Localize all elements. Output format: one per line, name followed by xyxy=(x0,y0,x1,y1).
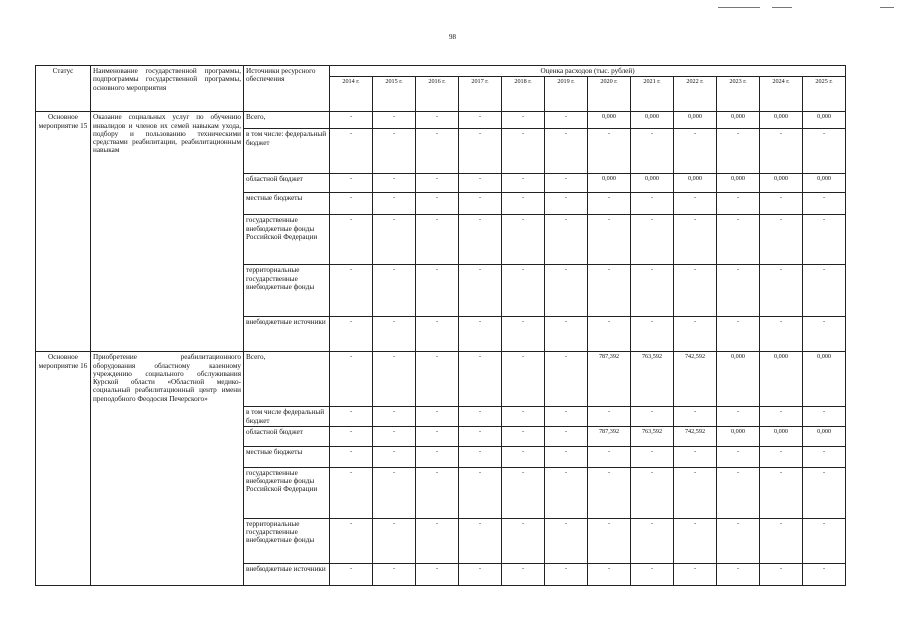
expense-value: - xyxy=(545,129,588,174)
header-year: 2025 г. xyxy=(803,77,846,112)
expense-value: - xyxy=(631,518,674,563)
header-year: 2023 г. xyxy=(717,77,760,112)
expense-value: - xyxy=(545,112,588,129)
table-body xyxy=(36,112,846,586)
expense-value: - xyxy=(717,129,760,174)
expense-value: - xyxy=(803,265,846,317)
expense-value: 742,592 xyxy=(674,426,717,446)
expense-value: - xyxy=(330,352,373,407)
expense-value: - xyxy=(330,563,373,585)
funding-source: государственные внебюджетные фонды Российской Федерации xyxy=(244,215,330,265)
expense-value: - xyxy=(502,446,545,467)
expense-value: - xyxy=(588,193,631,215)
expense-value: - xyxy=(416,352,459,407)
expense-value: 0,000 xyxy=(760,426,803,446)
expense-value: - xyxy=(545,467,588,518)
expense-value: - xyxy=(459,467,502,518)
expense-value: - xyxy=(631,446,674,467)
expense-value: 0,000 xyxy=(674,174,717,193)
expense-value: - xyxy=(717,193,760,215)
expense-value: - xyxy=(459,407,502,427)
expense-value: - xyxy=(416,518,459,563)
expense-value: - xyxy=(803,407,846,427)
funding-source: областной бюджет xyxy=(244,174,330,193)
expense-value: - xyxy=(545,518,588,563)
expense-value: - xyxy=(803,518,846,563)
expense-value: - xyxy=(459,265,502,317)
expense-value: - xyxy=(803,193,846,215)
expense-value: - xyxy=(674,129,717,174)
header-name: Наименование государственной программы, подпрограммы государственной программы, основного мероприятия xyxy=(91,66,244,112)
header-year: 2021 г. xyxy=(631,77,674,112)
expense-value: - xyxy=(373,467,416,518)
expense-value: - xyxy=(631,407,674,427)
expense-value: 0,000 xyxy=(803,174,846,193)
expense-value: 0,000 xyxy=(588,112,631,129)
funding-source: областной бюджет xyxy=(244,426,330,446)
header-source: Источники ресурсного обеспечения xyxy=(244,66,330,112)
expense-value: - xyxy=(674,265,717,317)
expense-value: 0,000 xyxy=(760,174,803,193)
expense-value: - xyxy=(631,265,674,317)
expense-value: - xyxy=(502,518,545,563)
expense-value: - xyxy=(459,426,502,446)
expense-value: - xyxy=(459,317,502,352)
expense-value: - xyxy=(416,193,459,215)
expense-value: - xyxy=(588,215,631,265)
expense-value: - xyxy=(373,352,416,407)
expense-value: 0,000 xyxy=(717,174,760,193)
expense-value: - xyxy=(588,467,631,518)
scan-artifact-line xyxy=(772,7,792,8)
expense-value: - xyxy=(760,129,803,174)
expense-value: - xyxy=(674,518,717,563)
expense-value: - xyxy=(545,317,588,352)
expense-value: - xyxy=(373,265,416,317)
expense-value: 0,000 xyxy=(803,112,846,129)
expense-value: - xyxy=(674,407,717,427)
table-row xyxy=(36,112,846,129)
header-year: 2015 г. xyxy=(373,77,416,112)
expense-value: - xyxy=(330,265,373,317)
funding-source: Всего, xyxy=(244,112,330,129)
expense-value: - xyxy=(373,317,416,352)
expense-value: - xyxy=(631,467,674,518)
expense-value: - xyxy=(502,193,545,215)
expense-value: - xyxy=(545,446,588,467)
expense-value: 0,000 xyxy=(717,426,760,446)
table-header xyxy=(36,66,846,112)
expense-value: - xyxy=(545,352,588,407)
funding-source: Всего, xyxy=(244,352,330,407)
expense-value: - xyxy=(760,265,803,317)
funding-source: местные бюджеты xyxy=(244,446,330,467)
funding-source: внебюджетные источники xyxy=(244,563,330,585)
funding-source: территориальные государственные внебюджетные фонды xyxy=(244,518,330,563)
expense-value: - xyxy=(588,407,631,427)
expense-value: - xyxy=(717,265,760,317)
expense-value: - xyxy=(330,193,373,215)
expense-value: - xyxy=(373,215,416,265)
expense-value: - xyxy=(717,407,760,427)
expense-value: - xyxy=(502,563,545,585)
measure-name: Оказание социальных услуг по обучению инвалидов и членов их семей навыкам ухода, подбору и пользованию техническими средствами реабилитации, реабилитационным навыкам xyxy=(91,112,244,352)
expense-value: - xyxy=(502,352,545,407)
expense-value: 787,392 xyxy=(588,426,631,446)
header-year: 2017 г. xyxy=(459,77,502,112)
expense-value: - xyxy=(631,129,674,174)
expense-value: - xyxy=(416,426,459,446)
expense-value: - xyxy=(330,518,373,563)
expense-value: 0,000 xyxy=(674,112,717,129)
expense-value: - xyxy=(588,265,631,317)
measure-status: Основное мероприятие 16 xyxy=(36,352,91,586)
expense-value: 0,000 xyxy=(760,112,803,129)
expense-value: - xyxy=(502,174,545,193)
expense-value: - xyxy=(416,446,459,467)
table-row xyxy=(36,352,846,407)
expense-value: - xyxy=(631,317,674,352)
expense-value: - xyxy=(717,446,760,467)
expense-value: - xyxy=(330,426,373,446)
expense-value: 0,000 xyxy=(717,352,760,407)
header-status: Статус xyxy=(36,66,91,112)
expense-value: - xyxy=(502,467,545,518)
expense-value: - xyxy=(717,563,760,585)
expense-value: - xyxy=(588,129,631,174)
expense-value: - xyxy=(717,317,760,352)
expense-value: 0,000 xyxy=(803,426,846,446)
expense-value: 0,000 xyxy=(717,112,760,129)
expense-value: - xyxy=(330,317,373,352)
header-row xyxy=(36,66,846,77)
funding-source: внебюджетные источники xyxy=(244,317,330,352)
expense-value: - xyxy=(459,446,502,467)
funding-source: местные бюджеты xyxy=(244,193,330,215)
funding-source: территориальные государственные внебюджетные фонды xyxy=(244,265,330,317)
expense-value: - xyxy=(674,467,717,518)
expense-value: - xyxy=(330,215,373,265)
expense-value: - xyxy=(760,215,803,265)
expense-value: - xyxy=(760,563,803,585)
expense-value: - xyxy=(416,317,459,352)
expense-value: - xyxy=(674,193,717,215)
expense-value: - xyxy=(631,215,674,265)
expense-value: 787,392 xyxy=(588,352,631,407)
expense-value: - xyxy=(588,317,631,352)
expense-value: - xyxy=(674,317,717,352)
expense-value: - xyxy=(545,174,588,193)
expense-value: - xyxy=(545,265,588,317)
expense-value: - xyxy=(459,518,502,563)
expense-value: - xyxy=(373,426,416,446)
expense-value: - xyxy=(416,407,459,427)
expense-value: - xyxy=(674,446,717,467)
expense-value: - xyxy=(545,215,588,265)
expense-value: - xyxy=(717,215,760,265)
expense-value: - xyxy=(803,446,846,467)
header-year: 2024 г. xyxy=(760,77,803,112)
expense-value: - xyxy=(502,317,545,352)
expense-value: - xyxy=(330,174,373,193)
expense-value: - xyxy=(674,563,717,585)
expense-value: - xyxy=(760,518,803,563)
expense-value: - xyxy=(760,317,803,352)
expense-value: - xyxy=(330,467,373,518)
expense-value: - xyxy=(330,129,373,174)
header-year: 2016 г. xyxy=(416,77,459,112)
expense-value: - xyxy=(416,215,459,265)
expense-value: - xyxy=(373,193,416,215)
expense-value: - xyxy=(502,112,545,129)
expense-value: - xyxy=(760,446,803,467)
header-year: 2020 г. xyxy=(588,77,631,112)
expense-value: - xyxy=(803,317,846,352)
expense-value: - xyxy=(373,407,416,427)
budget-table xyxy=(35,65,846,586)
header-year: 2018 г. xyxy=(502,77,545,112)
expense-value: - xyxy=(717,518,760,563)
expense-value: - xyxy=(803,467,846,518)
expense-value: - xyxy=(330,407,373,427)
expense-value: - xyxy=(416,129,459,174)
expense-value: - xyxy=(459,215,502,265)
expense-value: 742,592 xyxy=(674,352,717,407)
expense-value: - xyxy=(416,112,459,129)
expense-value: 763,592 xyxy=(631,426,674,446)
expense-value: - xyxy=(760,193,803,215)
expense-value: - xyxy=(502,426,545,446)
expense-value: - xyxy=(373,446,416,467)
header-year: 2014 г. xyxy=(330,77,373,112)
expense-value: - xyxy=(502,215,545,265)
expense-value: - xyxy=(545,193,588,215)
expense-value: - xyxy=(330,112,373,129)
expense-value: - xyxy=(416,563,459,585)
expense-value: - xyxy=(373,518,416,563)
expense-value: - xyxy=(631,563,674,585)
measure-name: Приобретение реабилитационного оборудования областному казенному учреждению социального обслуживания Курской области «Областной медико-социальный реабилитационный центр имени преподобного Феодосия Печерского» xyxy=(91,352,244,586)
expense-value: - xyxy=(459,193,502,215)
expense-value: - xyxy=(416,467,459,518)
expense-value: - xyxy=(588,518,631,563)
expense-value: 0,000 xyxy=(631,174,674,193)
expense-value: - xyxy=(459,174,502,193)
expense-value: - xyxy=(588,563,631,585)
expense-value: - xyxy=(459,112,502,129)
expense-value: - xyxy=(459,129,502,174)
scan-artifact-line xyxy=(718,7,760,8)
expense-value: - xyxy=(803,215,846,265)
expense-value: - xyxy=(631,193,674,215)
funding-source: государственные внебюджетные фонды Российской Федерации xyxy=(244,467,330,518)
expense-value: - xyxy=(416,265,459,317)
expense-value: - xyxy=(373,129,416,174)
expense-value: - xyxy=(373,563,416,585)
expense-value: 0,000 xyxy=(588,174,631,193)
expense-value: - xyxy=(502,265,545,317)
expense-value: 0,000 xyxy=(760,352,803,407)
expense-value: - xyxy=(588,446,631,467)
measure-status: Основное мероприятие 15 xyxy=(36,112,91,352)
expense-value: 763,592 xyxy=(631,352,674,407)
expense-value: - xyxy=(416,174,459,193)
header-year: 2022 г. xyxy=(674,77,717,112)
expense-value: - xyxy=(502,407,545,427)
header-year: 2019 г. xyxy=(545,77,588,112)
expense-value: - xyxy=(545,426,588,446)
expense-value: - xyxy=(459,352,502,407)
expense-value: - xyxy=(717,467,760,518)
expense-value: 0,000 xyxy=(631,112,674,129)
expense-value: - xyxy=(803,563,846,585)
expense-value: - xyxy=(459,563,502,585)
expense-value: 0,000 xyxy=(803,352,846,407)
expense-value: - xyxy=(674,215,717,265)
page-number: 98 xyxy=(449,33,456,41)
header-estimate: Оценка расходов (тыс. рублей) xyxy=(330,66,846,77)
expense-value: - xyxy=(760,407,803,427)
expense-value: - xyxy=(803,129,846,174)
funding-source: в том числе федеральный бюджет xyxy=(244,407,330,427)
expense-value: - xyxy=(330,446,373,467)
expense-value: - xyxy=(545,563,588,585)
expense-value: - xyxy=(760,467,803,518)
expense-value: - xyxy=(373,174,416,193)
expense-value: - xyxy=(373,112,416,129)
expense-value: - xyxy=(545,407,588,427)
funding-source: в том числе: федеральный бюджет xyxy=(244,129,330,174)
expense-value: - xyxy=(502,129,545,174)
scan-artifact-line xyxy=(880,7,894,8)
